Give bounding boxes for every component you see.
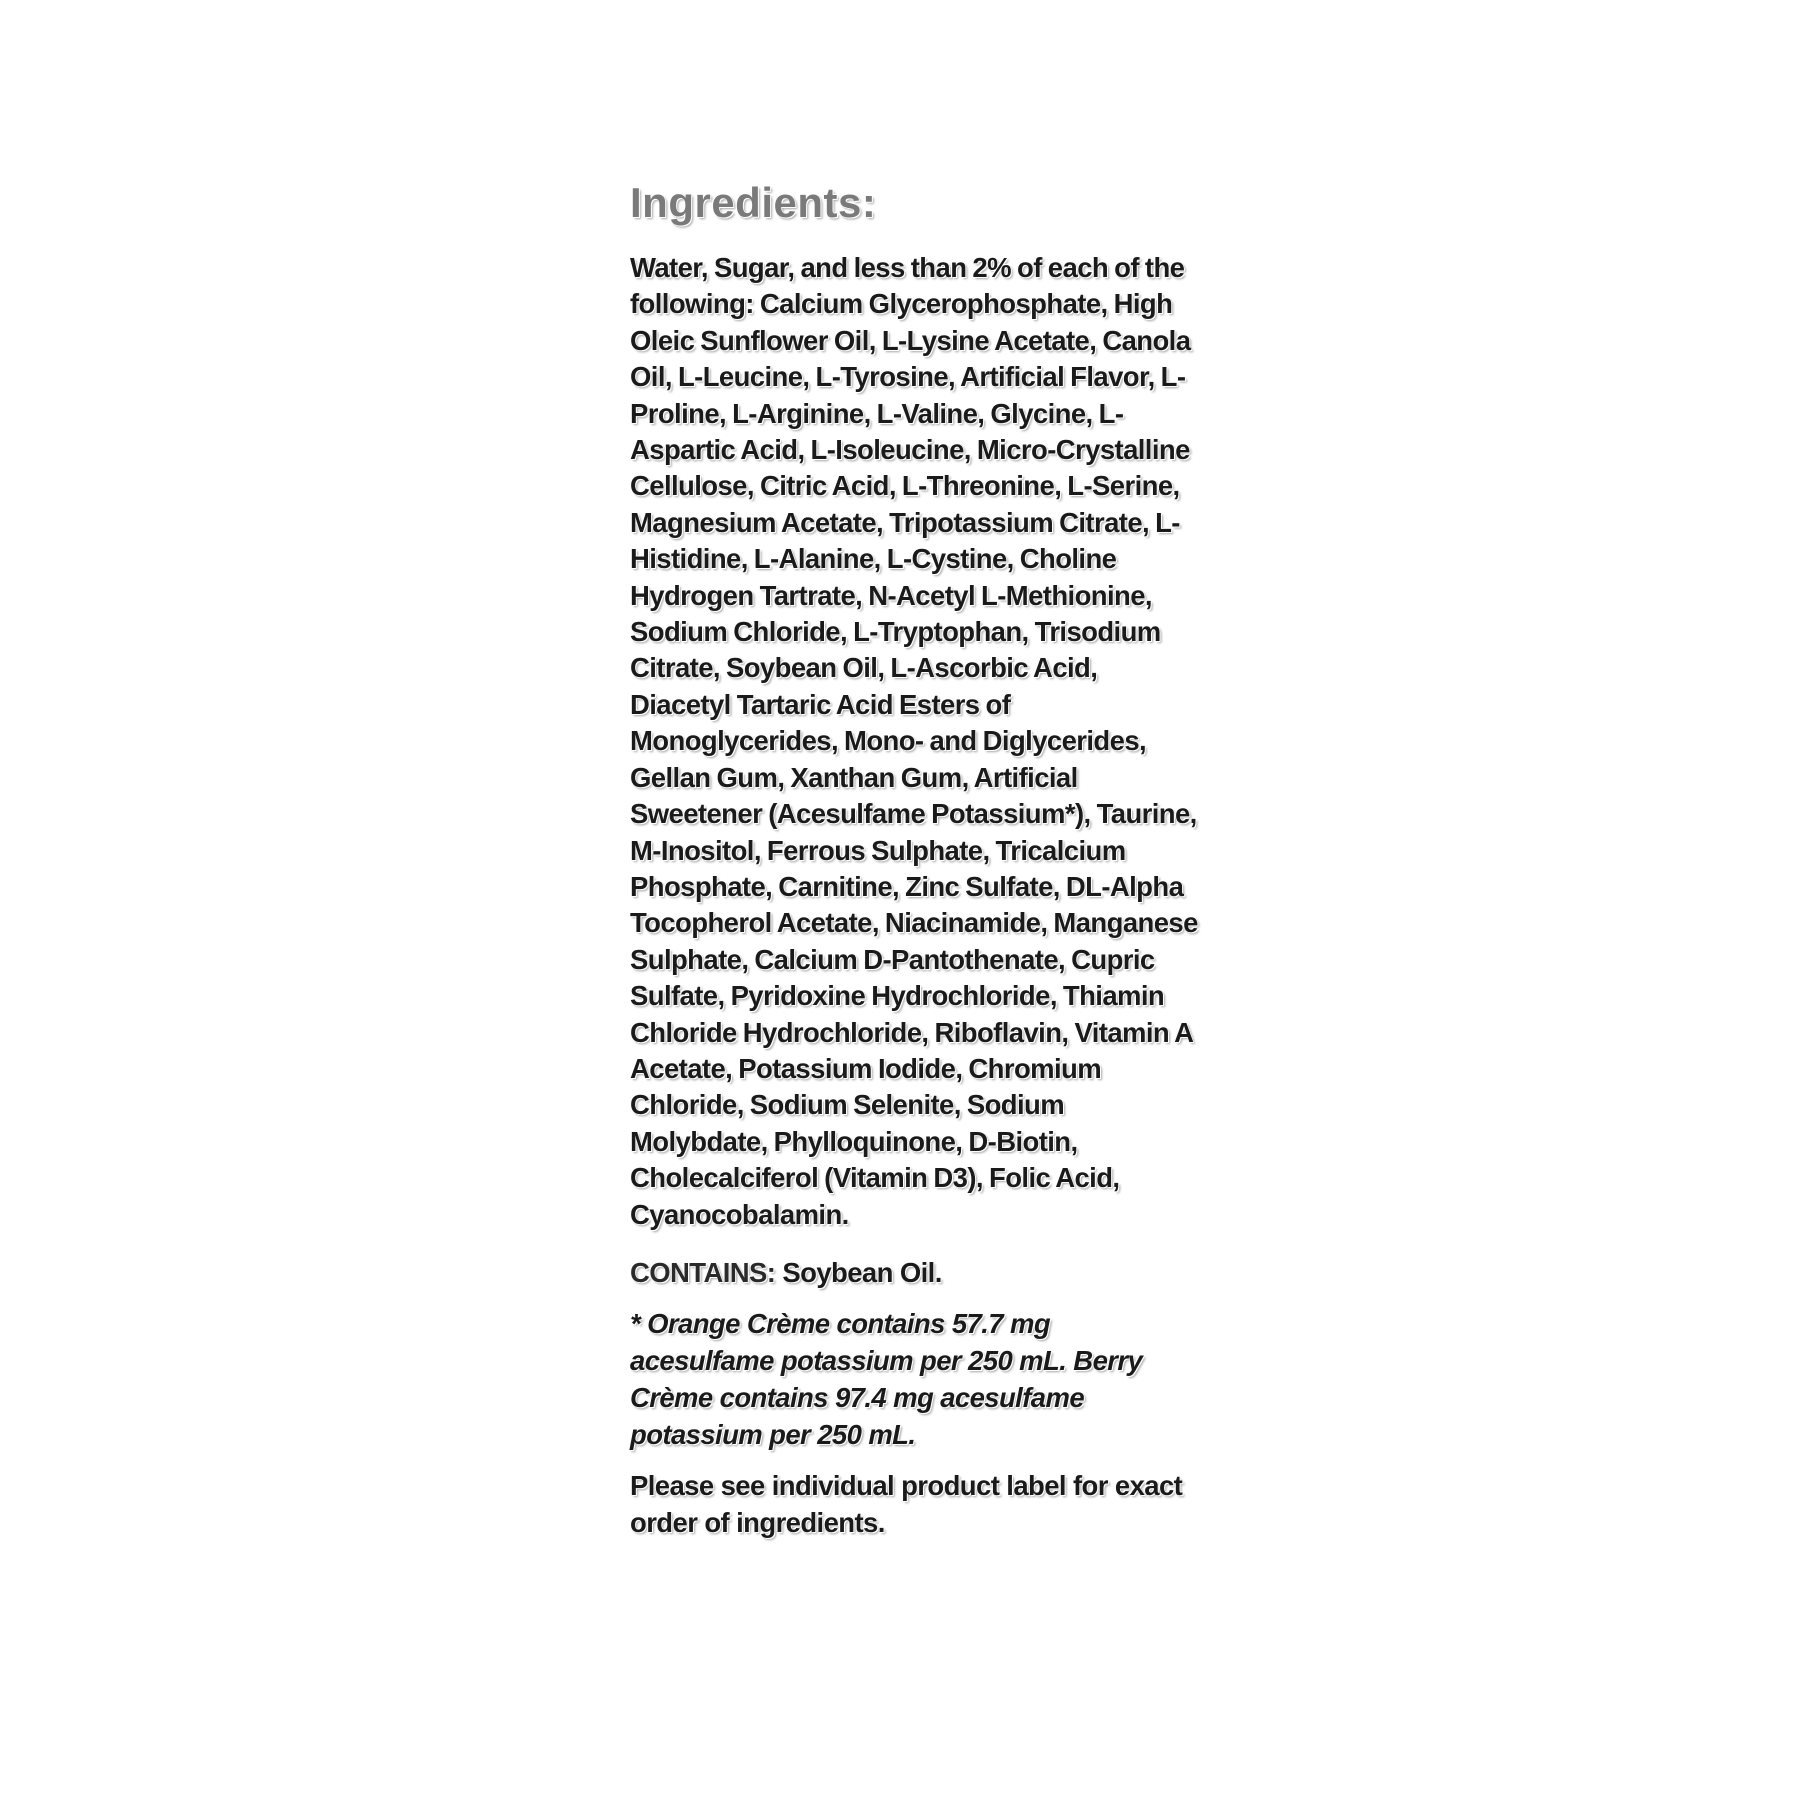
contains-label: CONTAINS: [630, 1256, 776, 1288]
sweetener-footnote: * Orange Crème contains 57.7 mg acesulfame potassium per 250 mL. Berry Crème contains 97.4 mg acesulfame potassium per 250 mL. [630, 1307, 1143, 1450]
ingredients-panel [630, 178, 1200, 1541]
contains-value: Soybean Oil. [782, 1256, 942, 1288]
ingredients-list: Water, Sugar, and less than 2% of each of the following: Calcium Glycerophosphate, High Oleic Sunflower Oil, L-Lysine Acetate, Canola Oil, L-Leucine, L-Tyrosine, Artificial Flavor, L-Proline, L-Arginine, L-Valine, Glycine, L-Aspartic Acid, L-Isoleucine, Micro-Crystalline Cellulose, Citric Acid, L-Threonine, L-Serine, Magnesium Acetate, Tripotassium Citrate, L-Histidine, L-Alanine, L-Cystine, Choline Hydrogen Tartrate, N-Acetyl L-Methionine, Sodium Chloride, L-Tryptophan, Trisodium Citrate, Soybean Oil, L-Ascorbic Acid, Diacetyl Tartaric Acid Esters of Monoglycerides, Mono- and Diglycerides, Gellan Gum, Xanthan Gum, Artificial Sweetener (Acesulfame Potassium*), Taurine, M-Inositol, Ferrous Sulphate, Tricalcium Phosphate, Carnitine, Zinc Sulfate, DL-Alpha Tocopherol Acetate, Niacinamide, Manganese Sulphate, Calcium D-Pantothenate, Cupric Sulfate, Pyridoxine Hydrochloride, Thiamin Chloride Hydrochloride, Riboflavin, Vitamin A Acetate, Potassium Iodide, Chromium Chloride, Sodium Selenite, Sodium Molybdate, Phylloquinone, D-Biotin, Cholecalciferol (Vitamin D3), Folic Acid, Cyanocobalamin. [630, 252, 1198, 1230]
order-note: Please see individual product label for exact order of ingredients. [630, 1469, 1183, 1538]
contains-statement [630, 1255, 1200, 1291]
ingredients-heading: Ingredients: [630, 179, 877, 226]
